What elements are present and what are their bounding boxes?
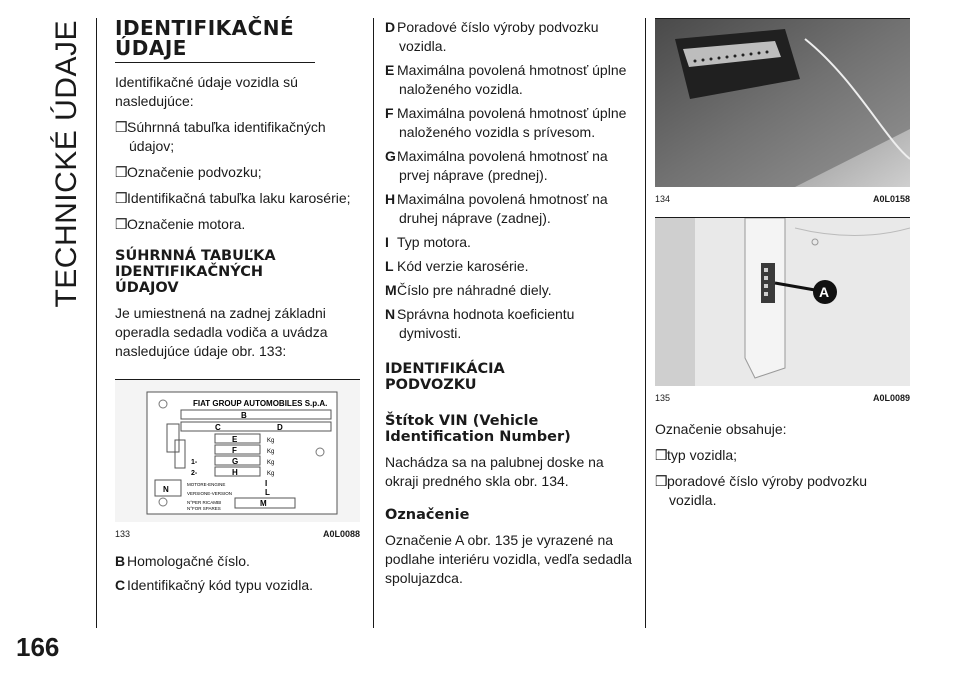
list-item: MČíslo pre náhradné diely. bbox=[385, 282, 552, 298]
figure-135 bbox=[655, 217, 910, 408]
subsection-heading: IDENTIFIKÁCIA PODVOZKU bbox=[385, 361, 505, 393]
svg-text:VERSIONE-VERSION: VERSIONE-VERSION bbox=[187, 491, 233, 496]
page-number: 166 bbox=[16, 632, 60, 662]
subsection-text: Nachádza sa na palubnej doske na okraji predného skla obr. 134. bbox=[385, 454, 604, 489]
list-item: ❒Identifikačná tabuľka laku karosérie; bbox=[115, 190, 351, 206]
subsection-heading: Štítok VIN (Vehicle Identification Number) bbox=[385, 413, 571, 445]
column-divider bbox=[645, 18, 646, 628]
figure-133 bbox=[115, 379, 360, 540]
column-1 bbox=[115, 18, 360, 600]
section-heading: IDENTIFIKAČNÉ ÚDAJE bbox=[115, 18, 315, 63]
subsection-text: Označenie A obr. 135 je vyrazené na podlahe interiéru vozidla, vedľa sedadla spolujazdca. bbox=[385, 532, 632, 586]
column-divider bbox=[373, 18, 374, 628]
list-item: D Poradové číslo výroby podvozku vozidla. bbox=[385, 19, 599, 54]
svg-text:I: I bbox=[265, 479, 268, 488]
figure-number: 135 bbox=[655, 393, 671, 403]
subsection-text: Je umiestnená na zadnej základni operadla sedadla vodiča a uvádza nasledujúce údaje obr. 133: bbox=[115, 305, 328, 359]
svg-text:F: F bbox=[232, 446, 237, 455]
subsection-heading: Označenie bbox=[385, 507, 470, 523]
figure-caption bbox=[115, 527, 360, 539]
identification-plate-illustration bbox=[115, 380, 360, 522]
checkbox-bullet-icon: ❒ bbox=[115, 190, 128, 206]
checkbox-bullet-icon: ❒ bbox=[115, 216, 128, 232]
list-item: ❒Označenie motora. bbox=[115, 216, 246, 232]
checkbox-bullet-icon: ❒ bbox=[655, 447, 668, 463]
figure-code: A0L0089 bbox=[872, 393, 910, 403]
svg-text:G: G bbox=[232, 457, 239, 466]
chassis-marking-photo bbox=[655, 218, 910, 386]
figure-134 bbox=[655, 18, 910, 209]
svg-text:E: E bbox=[232, 435, 238, 444]
callout-a: A bbox=[819, 284, 830, 300]
figure-code: A0L0158 bbox=[872, 194, 910, 204]
intro-text: Označenie obsahuje: bbox=[655, 421, 787, 437]
column-2 bbox=[385, 18, 635, 595]
svg-text:Kg: Kg bbox=[267, 471, 275, 477]
svg-text:C: C bbox=[215, 423, 221, 432]
list-item: I Typ motora. bbox=[385, 234, 471, 250]
svg-text:M: M bbox=[260, 499, 267, 508]
list-item: E Maximálna povolená hmotnosť úplne naloženého vozidla. bbox=[385, 62, 627, 97]
checkbox-bullet-icon: ❒ bbox=[655, 473, 668, 489]
column-3 bbox=[655, 18, 910, 517]
figure-number: 133 bbox=[115, 529, 131, 539]
svg-text:Kg: Kg bbox=[267, 460, 275, 466]
side-rule bbox=[96, 18, 97, 628]
svg-text:B: B bbox=[241, 411, 247, 420]
list-item: L Kód verzie karosérie. bbox=[385, 258, 529, 274]
list-item: F Maximálna povolená hmotnosť úplne naloženého vozidla s prívesom. bbox=[385, 105, 627, 140]
checkbox-bullet-icon: ❒ bbox=[115, 164, 128, 180]
svg-text:Kg: Kg bbox=[267, 449, 275, 455]
subsection-heading: SÚHRNNÁ TABUĽKA IDENTIFIKAČNÝCH ÚDAJOV bbox=[115, 248, 276, 296]
svg-text:N: N bbox=[163, 485, 169, 494]
svg-text:MOTORE-ENGINE: MOTORE-ENGINE bbox=[187, 482, 226, 487]
list-item: N Správna hodnota koeficientu dymivosti. bbox=[385, 306, 575, 341]
section-side-title: TECHNICKÉ ÚDAJE bbox=[50, 20, 83, 308]
list-item: B Homologačné číslo. bbox=[115, 553, 250, 569]
figure-caption bbox=[655, 391, 910, 403]
svg-text:H: H bbox=[232, 468, 238, 477]
figure-code: A0L0088 bbox=[322, 529, 360, 539]
figure-caption bbox=[655, 192, 910, 204]
list-item: ❒Označenie podvozku; bbox=[115, 164, 262, 180]
list-item: H Maximálna povolená hmotnosť na druhej náprave (zadnej). bbox=[385, 191, 608, 226]
svg-text:Kg: Kg bbox=[267, 438, 275, 444]
svg-text:N°FOR SPARES: N°FOR SPARES bbox=[187, 506, 221, 511]
checkbox-bullet-icon: ❒ bbox=[115, 119, 128, 135]
list-item: ❒poradové číslo výroby podvozku vozidla. bbox=[655, 473, 867, 508]
svg-text:1-: 1- bbox=[191, 459, 198, 466]
list-item: C Identifikačný kód typu vozidla. bbox=[115, 577, 313, 593]
vin-plate-photo bbox=[655, 19, 910, 187]
figure-number: 134 bbox=[655, 194, 671, 204]
svg-text:2-: 2- bbox=[191, 470, 198, 477]
svg-text:N°PER RICAMBI: N°PER RICAMBI bbox=[187, 500, 222, 505]
intro-text: Identifikačné údaje vozidla sú nasledujúce: bbox=[115, 74, 298, 109]
list-item: ❒typ vozidla; bbox=[655, 447, 738, 463]
list-item: ❒Súhrnná tabuľka identifikačných údajov; bbox=[115, 119, 326, 154]
svg-text:D: D bbox=[277, 423, 283, 432]
list-item: GMaximálna povolená hmotnosť na prvej náprave (prednej). bbox=[385, 148, 608, 183]
svg-text:L: L bbox=[265, 488, 270, 497]
plate-title: FIAT GROUP AUTOMOBILES S.p.A. bbox=[193, 399, 328, 408]
